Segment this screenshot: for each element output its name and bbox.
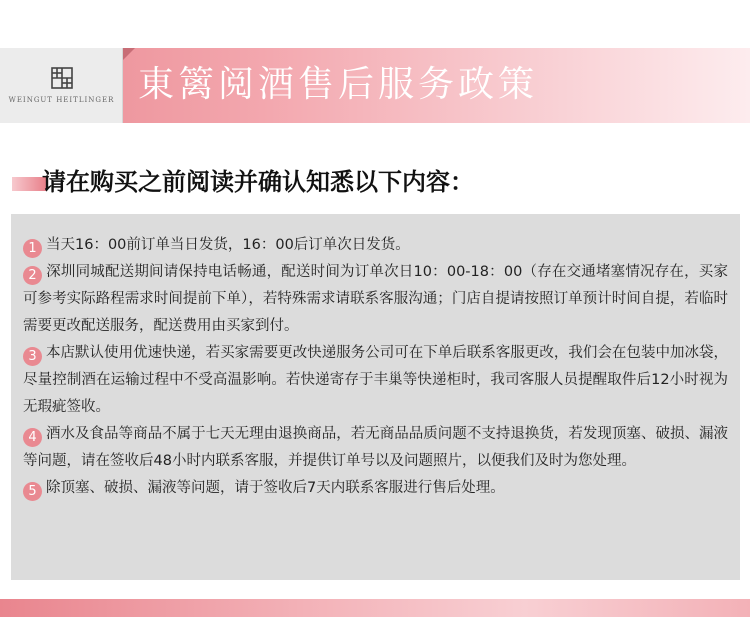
weingut-heitlinger-logo-icon <box>50 66 74 90</box>
brand-logo <box>0 48 123 123</box>
logo-text: WEINGUT HEITLINGER <box>8 96 115 104</box>
rule-number-badge: 2 <box>23 266 42 285</box>
ribbon-fold <box>123 48 135 60</box>
bottom-decoration-bar <box>0 599 750 617</box>
policy-notice-box <box>11 214 740 580</box>
policy-rule-3 <box>23 340 728 421</box>
rule-text: 除顶塞、破损、漏液等问题，请于签收后7天内联系客服进行售后处理。 <box>46 480 505 496</box>
page-title: 東篱阅酒售后服务政策 <box>138 64 539 105</box>
rule-text: 本店默认使用优速快递，若买家需要更改快递服务公司可在下单后联系客服更改，我们会在包装中加冰袋，尽量控制酒在运输过程中不受高温影响。若快递寄存于丰巢等快递柜时，我司客服人员提醒取件后12小时视为无瑕疵签收。 <box>23 345 728 415</box>
policy-rule-4 <box>23 421 728 475</box>
header-banner <box>0 48 750 123</box>
rule-number-badge: 1 <box>23 239 42 258</box>
rule-number-badge: 4 <box>23 428 42 447</box>
rule-text: 当天16：00前订单当日发货，16：00后订单次日发货。 <box>46 237 410 253</box>
policy-rule-1 <box>23 232 728 259</box>
rule-number-badge: 3 <box>23 347 42 366</box>
rule-text: 酒水及食品等商品不属于七天无理由退换商品，若无商品品质问题不支持退换货，若发现顶塞、破损、漏液等问题，请在签收后48小时内联系客服，并提供订单号以及问题照片，以便我们及时为您处理。 <box>23 426 728 469</box>
rule-number-badge: 5 <box>23 482 42 501</box>
section-heading-text: 请在购买之前阅读并确认知悉以下内容： <box>42 168 474 196</box>
policy-rule-5 <box>23 475 728 502</box>
policy-rule-2 <box>23 259 728 340</box>
rule-text: 深圳同城配送期间请保持电话畅通，配送时间为订单次日10：00-18：00（存在交通堵塞情况存在，买家可参考实际路程需求时间提前下单），若特殊需求请联系客服沟通；门店自提请按照订单预计时间自提，若临时需要更改配送服务，配送费用由买家到付。 <box>23 264 728 334</box>
heading-marker <box>12 177 46 191</box>
